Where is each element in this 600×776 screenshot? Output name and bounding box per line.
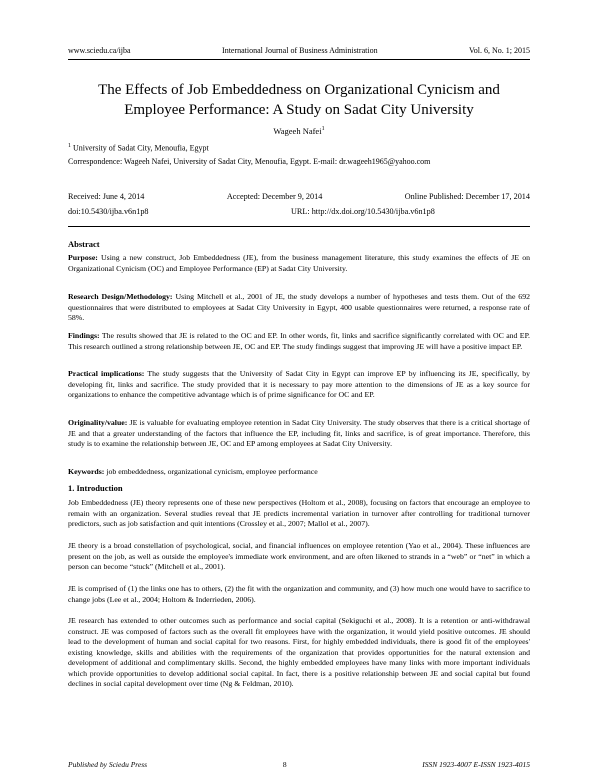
- divider: [68, 226, 530, 227]
- abstract-findings: [68, 331, 530, 352]
- doi: doi:10.5430/ijba.v6n1p8: [68, 207, 149, 216]
- accepted-date: Accepted: December 9, 2014: [226, 192, 323, 201]
- issn: ISSN 1923-4007 E-ISSN 1923-4015: [422, 760, 530, 769]
- keywords-label: Keywords:: [68, 467, 105, 476]
- page-footer: [68, 760, 530, 769]
- intro-paragraph-4: JE research has extended to other outcomes such as performance and social capital (Sekiguchi et al., 2008). It is a retention or anti-withdrawal construct. JE was composed of factors such as the overall fit employees have with the organization, it would yield positive outcomes. JE should lead to the development of human and social capital for two reasons. First, for highly embedded individuals, there is good fit of the employees' existing knowledge, skills and abilities with the requirements of the organization that provides opportunities for the natural extension and development of additional and complimentary skills. Second, the highly embedded employees have many links with more important individuals which provide opportunities to develop additional social capital. In fact, there is a positive relationship between JE and social capital but found declines in social capital development over time (Ng & Feldman, 2010).: [68, 616, 530, 688]
- author-superscript: 1: [321, 126, 325, 133]
- design-label: Research Design/Methodology:: [68, 292, 173, 301]
- affiliation-text: University of Sadat City, Menoufia, Egypt: [73, 143, 209, 153]
- header-rule: [68, 59, 530, 60]
- abstract-design: [68, 292, 530, 324]
- author: [68, 126, 530, 136]
- affiliation: [68, 141, 530, 154]
- abstract-originality: [68, 418, 530, 450]
- volume-info: Vol. 6, No. 1; 2015: [469, 46, 530, 55]
- publisher: Published by Sciedu Press: [68, 760, 148, 769]
- findings-text: The results showed that JE is related to the OC and EP. In other words, fit, links and sacrifice significantly correlated with OC and EP. This research outlined a strong relationship between JE, OC and EP. The study findings suggest that improving JE will have a positive impact EP.: [68, 331, 530, 351]
- keywords: [68, 467, 530, 478]
- abstract-practical: [68, 369, 530, 401]
- journal-url[interactable]: www.sciedu.ca/ijba: [68, 46, 131, 55]
- keywords-text: job embeddedness, organizational cynicism, employee performance: [106, 467, 318, 476]
- online-date: Online Published: December 17, 2014: [404, 192, 530, 201]
- doi-row: [68, 207, 530, 216]
- intro-paragraph-3: JE is comprised of (1) the links one has to others, (2) the fit with the organization and community, and (3) how much one would have to sacrifice to change jobs (Lee et al., 2004; Holtom & Inderrieden, 2006).: [68, 584, 530, 604]
- affiliation-superscript: 1: [68, 143, 71, 149]
- received-date: Received: June 4, 2014: [68, 192, 145, 201]
- abstract-purpose: [68, 253, 530, 274]
- intro-heading: 1. Introduction: [68, 483, 123, 493]
- correspondence: Correspondence: Wageeh Nafei, University of Sadat City, Menoufia, Egypt. E-mail: dr.wageeh1965@yahoo.com: [68, 157, 431, 166]
- page-number: 8: [282, 760, 287, 769]
- doi-url[interactable]: URL: http://dx.doi.org/10.5430/ijba.v6n1p8: [291, 207, 435, 216]
- originality-text: JE is valuable for evaluating employee retention in Sadat City University. The study observes that there is a critical shortage of JE and that a greater understanding of the factors that influence the EP, including fit, links and sacrifice, is of great importance. Therefore, this study is to examine the relationship between JE, OC and EP among employees at Sadat City University.: [68, 418, 530, 448]
- journal-name: International Journal of Business Administration: [222, 46, 378, 55]
- findings-label: Findings:: [68, 331, 100, 340]
- running-header: [68, 46, 530, 55]
- design-text: Using Mitchell et al., 2001 of JE, the study develops a number of hypotheses and tests them. Out of the 692 questionnaires that were distributed to employees at Sadat City University in Egypt, 400 usable questionnaires were returned, a response rate of 58%.: [68, 292, 531, 322]
- abstract-heading: Abstract: [68, 239, 100, 249]
- practical-label: Practical implications:: [68, 369, 145, 378]
- purpose-text: Using a new construct, Job Embeddedness (JE), from the business management literature, this study examines the effects of JE on Organizational Cynicism (OC) and Employee Performance (EP) at Sadat City University.: [68, 253, 530, 273]
- intro-paragraph-1: Job Embeddedness (JE) theory represents one of these new perspectives (Holtom et al., 2008), focusing on factors that encourage an employee to remain with an organization. Several studies reveal that JE predicts incremental variation in turnover after controlling for traditional turnover predictors, such as job satisfaction and quit intentions (Crossley et al., 2007; Mallol et al., 2007).: [68, 498, 530, 528]
- practical-text: The study suggests that the University of Sadat City in Egypt can improve EP by influencing its JE, specifically, by developing fit, links and sacrifice. The study provided that it is necessary to pay more attention to the dimensions of JE as a key source for organizations to enhance the competitive advantage which is of prime significance for OC and EP.: [68, 369, 530, 399]
- purpose-label: Purpose:: [68, 253, 98, 262]
- dates-row: [68, 192, 530, 201]
- intro-paragraph-2: JE theory is a broad constellation of psychological, social, and financial influences on employee retention (Yao et al., 2004). These influences are present on the job, as well as outside the employee's immediate work environment, and are often likened to strands in a “web” or “net” in which a person can become “stuck” (Mitchell et al., 2001).: [68, 541, 530, 571]
- paper-title: The Effects of Job Embeddedness on Organizational Cynicism and Employee Performance: A Study on Sadat City University: [98, 82, 500, 118]
- originality-label: Originality/value:: [68, 418, 128, 427]
- author-name: Wageeh Nafei: [273, 126, 322, 136]
